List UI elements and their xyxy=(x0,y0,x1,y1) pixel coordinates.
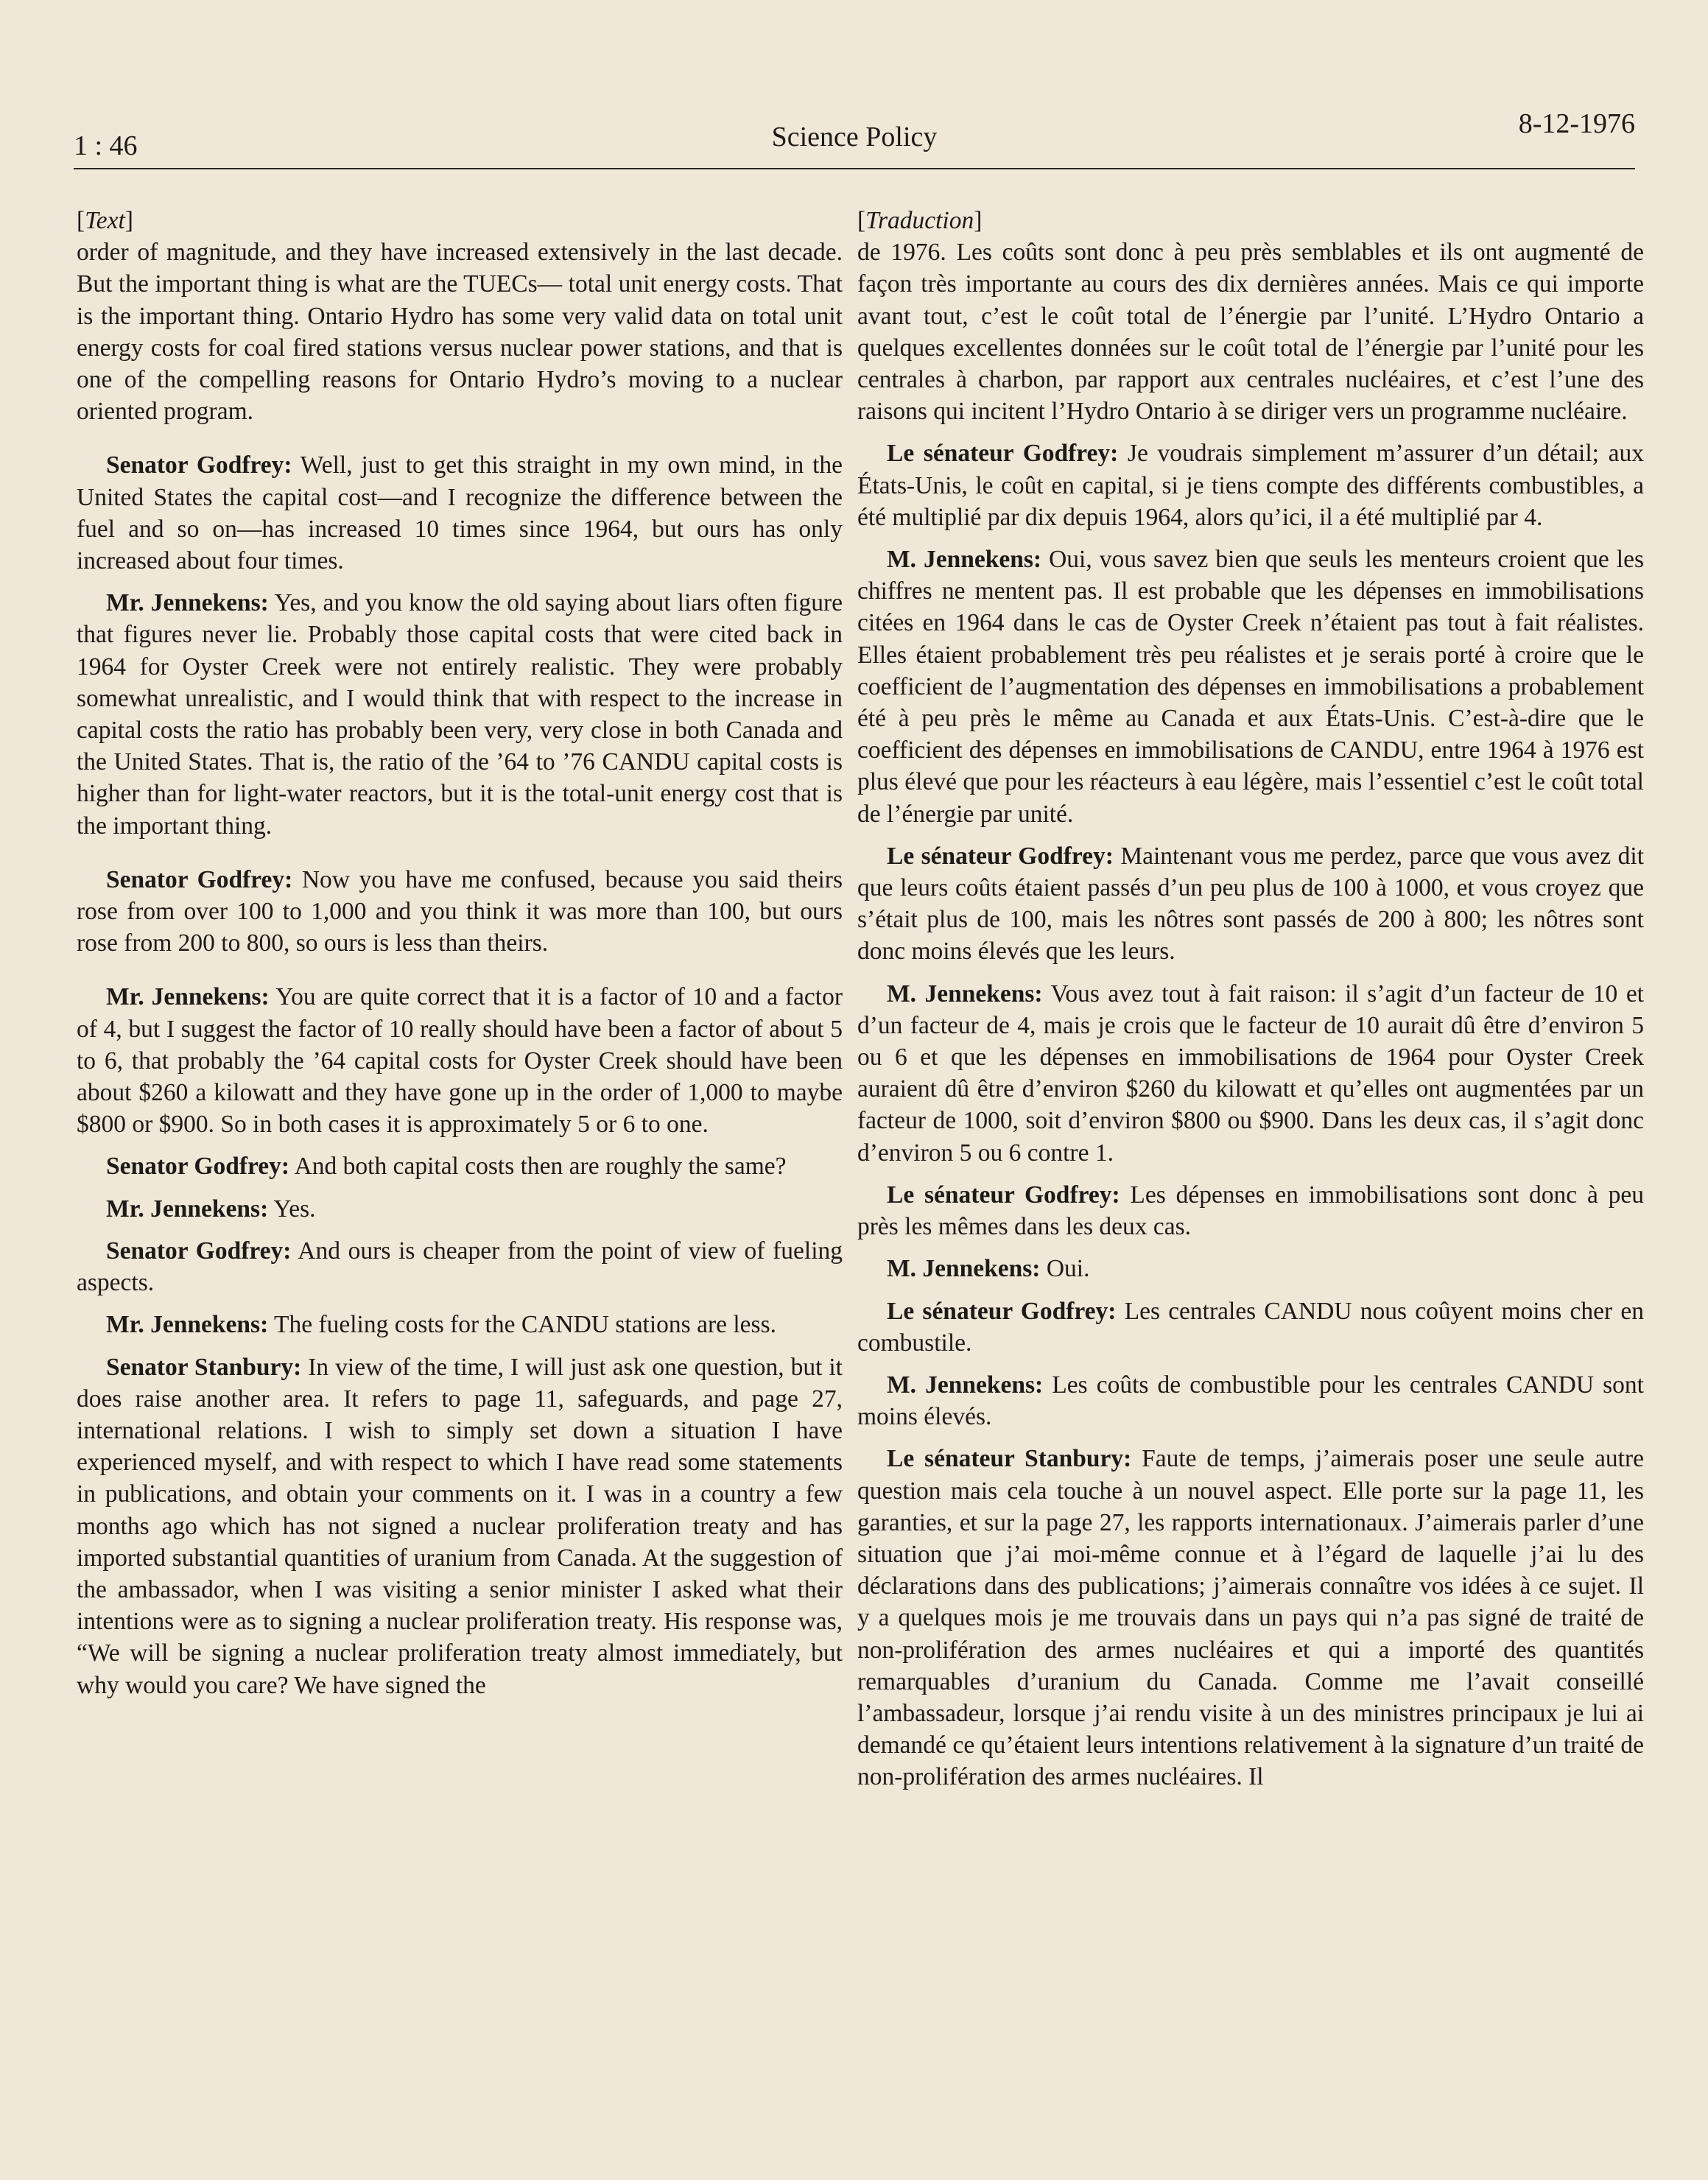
speaker-name: M. Jennekens: xyxy=(887,1371,1044,1399)
paragraph xyxy=(857,1443,1644,1793)
paragraph xyxy=(77,1193,843,1225)
paragraph xyxy=(857,1295,1644,1359)
paragraph xyxy=(857,544,1644,830)
speaker-name: Le sénateur Godfrey: xyxy=(887,842,1114,870)
paragraph xyxy=(77,587,843,842)
text-marker: [Text] xyxy=(77,207,133,234)
paragraph-text: Je voudrais simplement m’assurer d’un détail; aux États-Unis, le coût en capital, si je tiens compte des différents combustibles, a été multiplié par dix depuis 1964, alors qu’ici, il a été multiplié par 4. xyxy=(857,440,1644,531)
paragraph-text: You are quite correct that it is a factor of 10 and a factor of 4, but I suggest the factor of 10 really should have been a factor of about 5 to 6, that probably the ’64 capital costs for Oyster Creek should have been about $260 a kilowatt and they have gone up in the order of 1,000 to maybe $800 or $900. So in both cases it is approximately 5 or 6 to one. xyxy=(77,983,843,1139)
speaker-name: Le sénateur Godfrey: xyxy=(887,1181,1120,1209)
paragraph xyxy=(857,1369,1644,1432)
french-column xyxy=(857,205,1644,1804)
paragraph xyxy=(77,449,843,577)
paragraph xyxy=(77,1150,843,1182)
speaker-name: Senator Godfrey: xyxy=(106,865,293,893)
speaker-name: M. Jennekens: xyxy=(887,1255,1041,1283)
paragraph xyxy=(857,1179,1644,1242)
page-date: 8-12-1976 xyxy=(1518,108,1635,139)
paragraph xyxy=(857,1253,1644,1284)
paragraph-text: In view of the time, I will just ask one question, but it does raise another area. It refers to page 11, safeguards, and page 27, international relations. I wish to simply set down a situation I have experienced myself, and with respect to which I have read some statements in publications, and obtain your comments on it. I was in a country a few months ago which has not signed a nuclear proliferation treaty and has imported substantial quantities of uranium from Canada. At the suggestion of the ambassador, when I was visiting a senior minister I asked what their intentions were as to signing a nuclear proliferation treaty. His response was, “We will be signing a nuclear proliferation treaty almost immediately, but why would you care? We have signed the xyxy=(77,1353,843,1699)
paragraph-text: Well, just to get this straight in my own mind, in the United States the capital cost—and I recognize the difference between the fuel and so on—has increased 10 times since 1964, but ours has only increased about four times. xyxy=(77,451,843,575)
speaker-name: M. Jennekens: xyxy=(887,980,1043,1008)
speaker-name: Le sénateur Stanbury: xyxy=(887,1445,1132,1473)
paragraph xyxy=(77,981,843,1140)
paragraph-text: Vous avez tout à fait raison: il s’agit d’un facteur de 10 et d’un facteur de 4, mais je crois que le facteur de 10 aurait dû être d’environ 5 ou 6 et que les dépenses en immobilisations de 1964 pour Oyster Creek auraient dû être d’environ $260 du kilowatt et qu’elles ont augmentées par un facteur de 1000, soit d’environ $800 ou $900. Dans les deux cas, il s’agit donc d’environ 5 ou 6 contre 1. xyxy=(857,980,1644,1167)
paragraph xyxy=(77,1235,843,1298)
english-column xyxy=(77,205,843,1712)
paragraph xyxy=(857,236,1644,427)
paragraph xyxy=(857,978,1644,1169)
paragraph-text: And ours is cheaper from the point of view of fueling aspects. xyxy=(77,1237,843,1297)
speaker-name: Senator Godfrey: xyxy=(106,1153,290,1181)
paragraph-text: de 1976. Les coûts sont donc à peu près semblables et ils ont augmenté de façon très importante au cours des dix dernières années. Mais ce qui importe avant tout, c’est le coût total de l’énergie par l’unité. L’Hydro Ontario a quelques excellentes données sur le coût total de l’énergie par l’unité pour les centrales à charbon, par rapport aux centrales nucléaires, et c’est l’une des raisons qui incitent l’Hydro Ontario à se diriger vers un programme nucléaire. xyxy=(857,239,1644,426)
paragraph-text: Les coûts de combustible pour les centrales CANDU sont moins élevés. xyxy=(857,1371,1644,1431)
page-number: 1 : 46 xyxy=(74,130,138,161)
speaker-name: Le sénateur Godfrey: xyxy=(887,1297,1117,1325)
paragraph-text: The fueling costs for the CANDU stations are less. xyxy=(268,1311,776,1339)
translation-marker: [Traduction] xyxy=(857,207,983,234)
speaker-name: Mr. Jennekens: xyxy=(106,1311,269,1339)
paragraph xyxy=(77,236,843,427)
speaker-name: Senator Godfrey: xyxy=(106,451,292,479)
speaker-name: Mr. Jennekens: xyxy=(106,1195,269,1223)
page-title: Science Policy xyxy=(771,122,938,152)
speaker-name: Mr. Jennekens: xyxy=(106,983,270,1011)
paragraph xyxy=(857,437,1644,533)
paragraph-text: Faute de temps, j’aimerais poser une seule autre question mais cela touche à un nouvel aspect. Elle porte sur la page 11, les garanties, et sur la page 27, les rapports internationaux. J’aimerais parler d’une situation que j’ai moi-même connue et à l’égard de laquelle j’ai lu des déclarations dans des publications; j’aimerais connaître vos idées à ce sujet. Il y a quelques mois je me trouvais dans un pays qui n’a pas signé de traité de non-prolifération des armes nucléaires et qui a importé des quantités remarquables d’uranium du Canada. Comme me l’avait conseillé l’ambassadeur, lorsque j’ai rendu visite à un des ministres principaux je lui ai demandé ce qu’étaient leurs intentions relativement à la signature d’un traité de non-prolifération des armes nucléaires. Il xyxy=(857,1445,1644,1791)
speaker-name: Mr. Jennekens: xyxy=(106,589,269,617)
paragraph-text: And both capital costs then are roughly the same? xyxy=(289,1153,787,1181)
page-header xyxy=(74,110,1635,169)
header-rule xyxy=(74,168,1635,169)
paragraph-text: Yes. xyxy=(268,1195,316,1223)
paragraph-text: Maintenant vous me perdez, parce que vous avez dit que leurs coûts étaient passés d’un peu plus de 100 à 1000, et vous croyez que s’était plus de 100, mais les nôtres sont passés de 200 à 800; les nôtres sont donc moins élevés que les leurs. xyxy=(857,842,1644,966)
paragraph-text: order of magnitude, and they have increased extensively in the last decade. But the important thing is what are the TUECs— total unit energy costs. That is the important thing. Ontario Hydro has some very valid data on total unit energy costs for coal fired stations versus nuclear power stations, and that is one of the compelling reasons for Ontario Hydro’s moving to a nuclear oriented program. xyxy=(77,239,843,426)
speaker-name: Senator Stanbury: xyxy=(106,1353,302,1381)
paragraph-text: Les dépenses en immobilisations sont donc à peu près les mêmes dans les deux cas. xyxy=(857,1181,1644,1241)
paragraph xyxy=(77,1309,843,1340)
paragraph-text: Oui. xyxy=(1040,1255,1090,1283)
speaker-name: Le sénateur Godfrey: xyxy=(887,440,1119,468)
paragraph xyxy=(857,840,1644,968)
paragraph-text: Oui, vous savez bien que seuls les menteurs croient que les chiffres ne mentent pas. Il est probable que les dépenses en immobilisations citées en 1964 dans le cas de Oyster Creek n’étaient pas tout à fait réalistes. Elles étaient probablement très peu réalistes et je serais porté à croire que le coefficient de l’augmentation des dépenses en immobilisations a probablement été à peu près le même au Canada et aux États-Unis. C’est-à-dire que le coefficient des dépenses en immobilisations de CANDU, entre 1964 à 1976 est plus élevé que pour les réacteurs à eau légère, mais l’essentiel c’est le coût total de l’énergie par unité. xyxy=(857,546,1644,828)
paragraph-text: Now you have me confused, because you said theirs rose from over 100 to 1,000 and you think it was more than 100, but ours rose from 200 to 800, so ours is less than theirs. xyxy=(77,865,843,957)
paragraph-text: Yes, and you know the old saying about liars often figure that figures never lie. Probably those capital costs that were cited back in 1964 for Oyster Creek were not entirely realistic. They were probably somewhat unrealistic, and I would think that with respect to the increase in capital costs the ratio has probably been very, very close in both Canada and the United States. That is, the ratio of the ’64 to ’76 CANDU capital costs is higher than for light-water reactors, but it is the total-unit energy cost that is the important thing. xyxy=(77,589,843,840)
paragraph xyxy=(77,1351,843,1701)
paragraph-text: Les centrales CANDU nous coûyent moins cher en combustile. xyxy=(857,1297,1644,1357)
paragraph xyxy=(77,864,843,960)
speaker-name: M. Jennekens: xyxy=(887,546,1042,574)
speaker-name: Senator Godfrey: xyxy=(106,1237,292,1265)
